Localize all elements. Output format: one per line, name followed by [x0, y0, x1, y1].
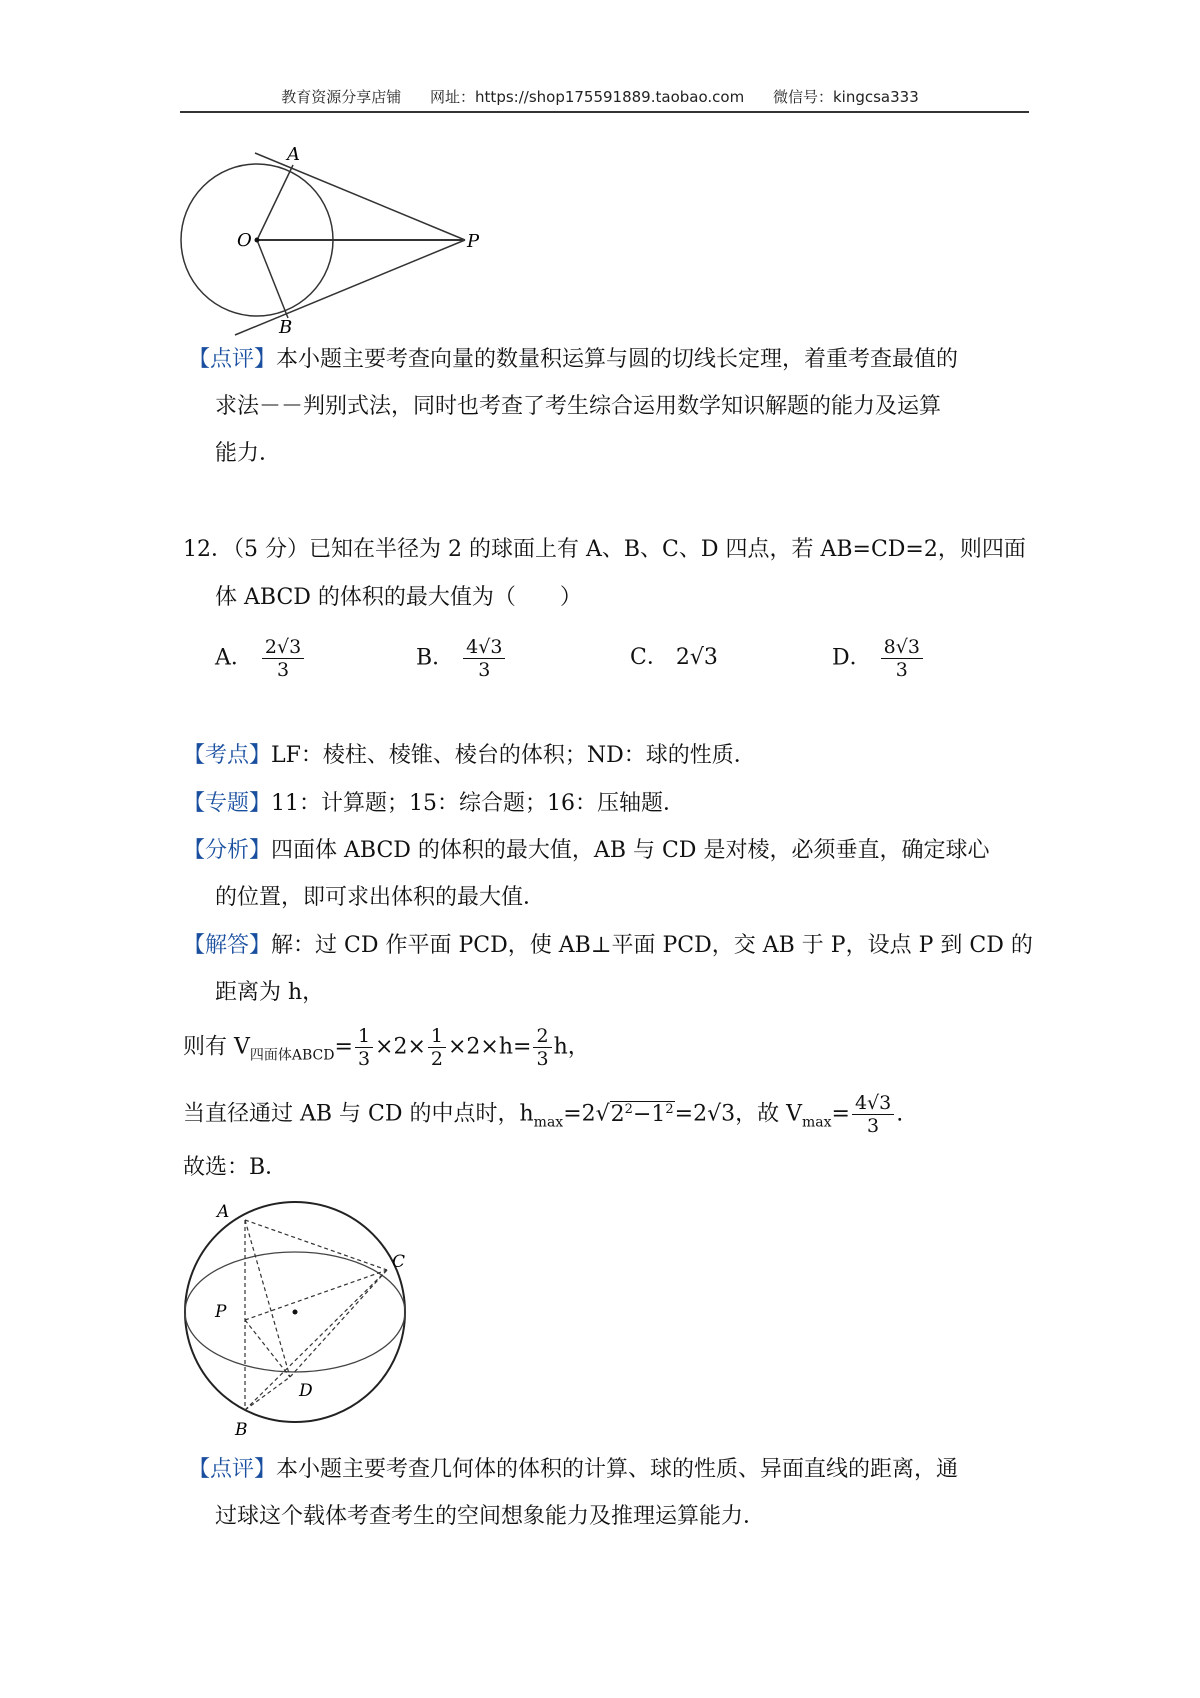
shop-url: 网址：https://shop175591889.taobao.com — [430, 88, 745, 106]
shop-name: 教育资源分享店铺 — [281, 88, 402, 106]
option-a: A． $\frac{2√3}{3}$ — [215, 636, 306, 681]
option-b: B． $\frac{4√3}{3}$ — [416, 636, 507, 681]
label-p: P — [215, 1302, 227, 1322]
question-text: 体 ABCD 的体积的最大值为（ ） — [215, 585, 582, 610]
question-text: 12．（5 分）已知在半径为 2 的球面上有 A、B、C、D 四点，若 AB=CD=2，则四面 — [183, 537, 1026, 562]
label-p: P — [467, 231, 480, 252]
label-d: D — [299, 1381, 313, 1401]
label-a: A — [217, 1202, 230, 1222]
review1-line: 【点评】本小题主要考查向量的数量积运算与圆的切线长定理，着重考查最值的 — [188, 347, 959, 372]
fenxi-line: 的位置，即可求出体积的最大值． — [215, 885, 546, 910]
answer: 故选：B． — [183, 1155, 288, 1180]
header-rule — [180, 111, 1029, 113]
review1-line: 能力． — [215, 441, 282, 466]
review1-line: 求法－－判别式法，同时也考查了考生综合运用数学知识解题的能力及运算 — [215, 394, 942, 419]
tangent-circle-figure — [175, 145, 495, 340]
kaodian: 【考点】LF：棱柱、棱锥、棱台的体积；ND：球的性质． — [183, 743, 756, 768]
option-c: C． 2√3 — [630, 645, 718, 670]
wechat-id: 微信号：kingcsa333 — [772, 88, 919, 106]
equation-volume: 则有 $V_{四面体ABCD}=$ $\frac{1}{3}$ ×2× $\frac{1}{2}$ ×2×h= $\frac{2}{3}$ h， — [183, 1025, 590, 1070]
option-d: D． $\frac{8√3}{3}$ — [832, 636, 925, 681]
equation-hmax: 当直径通过 AB 与 CD 的中点时，$h_{max}=2√2^2-1^2=2√3$，故 $V_{max}=$ $\frac{4√3}{3}$ . — [183, 1092, 904, 1137]
review2-line: 过球这个载体考查考生的空间想象能力及推理运算能力． — [215, 1504, 766, 1529]
label-b: B — [235, 1420, 248, 1440]
page-header — [0, 86, 1200, 107]
label-c: C — [392, 1252, 406, 1272]
review2: 【点评】本小题主要考查几何体的体积的计算、球的性质、异面直线的距离，通 — [188, 1457, 959, 1482]
label-b: B — [279, 317, 293, 338]
fenxi: 【分析】四面体 ABCD 的体积的最大值，AB 与 CD 是对棱，必须垂直，确定球心 — [183, 838, 990, 863]
label-o: O — [237, 230, 252, 251]
zhuanti: 【专题】11：计算题；15：综合题；16：压轴题． — [183, 791, 685, 816]
sphere-tetrahedron-figure — [180, 1195, 420, 1440]
jieda-line: 距离为 h， — [215, 980, 325, 1005]
label-a: A — [287, 145, 300, 165]
jieda: 【解答】解：过 CD 作平面 PCD，使 AB⊥平面 PCD，交 AB 于 P，设点 P 到 CD 的 — [183, 933, 1033, 958]
